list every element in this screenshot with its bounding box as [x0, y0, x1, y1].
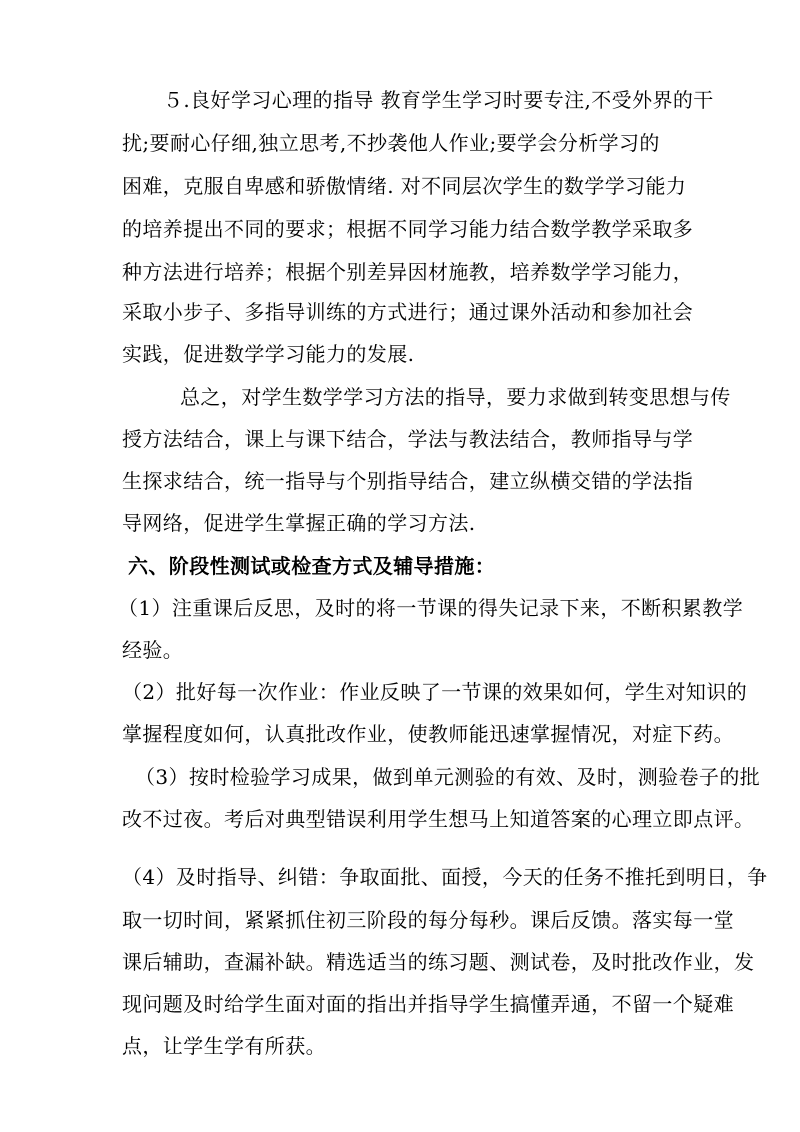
text-line: 采取小步子、多指导训练的方式进行；通过课外活动和参加社会	[122, 300, 694, 324]
text-line: 掌握程度如何，认真批改作业，使教师能迅速掌握情况，对症下药。	[122, 722, 734, 746]
text-line: 导网络，促进学生掌握正确的学习方法.	[122, 511, 476, 535]
text-line: 的培养提出不同的要求；根据不同学习能力结合数学教学采取多	[122, 217, 694, 241]
text-line: 生探求结合，统一指导与个别指导结合，建立纵横交错的学法指	[122, 469, 694, 493]
text-line: 总之，对学生数学学习方法的指导，要力求做到转变思想与传	[180, 385, 731, 409]
text-line: 扰;要耐心仔细,独立思考,不抄袭他人作业;要学会分析学习的	[122, 131, 660, 155]
text-line: 改不过夜。考后对典型错误利用学生想马上知道答案的心理立即点评。	[122, 807, 755, 831]
text-line: 课后辅助，查漏补缺。精选适当的练习题、测试卷，及时批改作业，发	[122, 950, 755, 974]
text-line: 经验。	[122, 638, 184, 662]
text-line: 取一切时间，紧紧抓住初三阶段的每分每秒。课后反馈。落实每一堂	[122, 908, 734, 932]
text-line: 点，让学生学有所获。	[122, 1034, 326, 1058]
text-line: ５.良好学习心理的指导 教育学生学习时要专注,不受外界的干	[163, 88, 714, 112]
text-line: （4）及时指导、纠错：争取面批、面授，今天的任务不推托到明日，争	[122, 865, 768, 889]
text-line: （2）批好每一次作业：作业反映了一节课的效果如何，学生对知识的	[122, 680, 748, 704]
text-line: 种方法进行培养；根据个别差异因材施教，培养数学学习能力，	[122, 260, 694, 284]
text-line: （3）按时检验学习成果，做到单元测验的有效、及时，测验卷子的批	[135, 765, 761, 789]
section-6-heading: 六、阶段性测试或检查方式及辅导措施：	[128, 554, 496, 578]
text-line: 授方法结合，课上与课下结合，学法与教法结合，教师指导与学	[122, 427, 694, 451]
text-line: 现问题及时给学生面对面的指出并指导学生搞懂弄通，不留一个疑难	[122, 992, 734, 1016]
text-line: （1）注重课后反思，及时的将一节课的得失记录下来，不断积累教学	[118, 596, 744, 620]
text-line: 实践，促进数学学习能力的发展.	[122, 342, 415, 366]
text-line: 困难，克服自卑感和骄傲情绪. 对不同层次学生的数学学习能力	[122, 174, 687, 198]
